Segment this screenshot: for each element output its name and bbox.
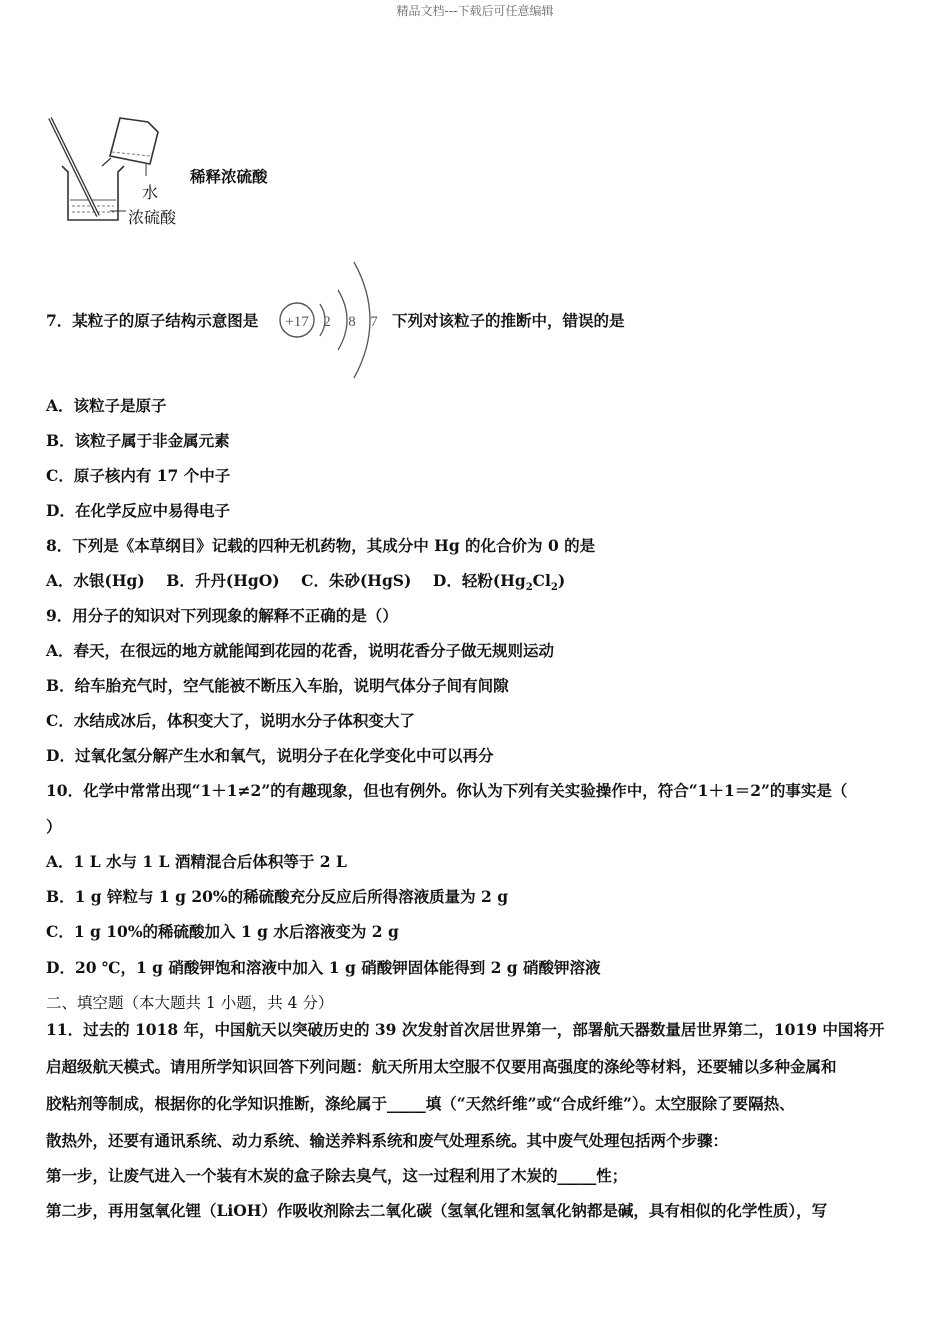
q11-line-1: 11．过去的 1018 年，中国航天以突破历史的 39 次发射首次居世界第一，部署航天器数量居世界第二，1019 中国将开: [46, 1020, 885, 1039]
shell-1-count: 2: [323, 314, 331, 330]
q11-line-2: 启超级航天模式。请用所学知识回答下列问题：航天所用太空服不仅要用高强度的涤纶等材料，还要辅以多种金属和: [46, 1057, 837, 1076]
q8-stem: 8．下列是《本草纲目》记载的四种无机药物，其成分中 Hg 的化合价为 0 的是: [46, 536, 596, 555]
q10-option-a: A．1 L 水与 1 L 酒精混合后体积等于 2 L: [46, 852, 347, 871]
shell-3-count: 7: [370, 314, 378, 330]
q7-option-c: C．原子核内有 17 个中子: [46, 466, 231, 485]
q7-prefix: 7．某粒子的原子结构示意图是: [46, 311, 259, 330]
q8-option-c: C．朱砂(HgS): [301, 571, 412, 590]
q10-stem-line1: 10．化学中常常出现“1＋1≠2”的有趣现象，但也有例外。你认为下列有关实验操作中，符合“1＋1＝2”的事实是（: [46, 781, 848, 800]
q9-option-b: B．给车胎充气时，空气能被不断压入车胎，说明气体分子间有间隙: [46, 676, 509, 695]
atom-structure-diagram: [276, 260, 386, 380]
q9-option-d: D．过氧化氢分解产生水和氧气，说明分子在化学变化中可以再分: [46, 746, 494, 765]
q10-option-d: D．20 ℃，1 g 硝酸钾饱和溶液中加入 1 g 硝酸钾固体能得到 2 g 硝酸钾溶液: [46, 958, 601, 977]
q7-option-d: D．在化学反应中易得电子: [46, 501, 230, 520]
q11-line-3: 胶粘剂等制成，根据你的化学知识推断，涤纶属于_____填（“天然纤维”或“合成纤维”）。太空服除了要隔热、: [46, 1094, 795, 1113]
q9-option-a: A．春天，在很远的地方就能闻到花园的花香，说明花香分子做无规则运动: [46, 641, 555, 660]
label-concentrated-acid: 浓硫酸: [128, 208, 177, 227]
q9-stem: 9．用分子的知识对下列现象的解释不正确的是（）: [46, 606, 398, 625]
section-2-heading: 二、填空题（本大题共 1 小题，共 4 分）: [46, 994, 334, 1012]
q8-options: [46, 571, 565, 598]
shell-2-count: 8: [348, 314, 356, 330]
q10-stem-line2: ）: [46, 817, 62, 836]
page-header: 精品文档---下载后可任意编辑: [396, 4, 554, 18]
q8-option-d: D．轻粉$(Hg_2Cl_2)$: [432, 571, 566, 594]
figure-caption: 稀释浓硫酸: [190, 167, 268, 186]
q11-line-4: 散热外，还要有通讯系统、动力系统、输送养料系统和废气处理系统。其中废气处理包括两个步骤：: [46, 1131, 729, 1150]
q11-line-5: 第一步，让废气进入一个装有木炭的盒子除去臭气，这一过程利用了木炭的_____性；: [46, 1166, 628, 1185]
q8-option-b: B．升丹(HgO): [166, 571, 280, 590]
q7-stem: [46, 311, 258, 331]
q8-option-a: A．水银(Hg): [46, 571, 145, 590]
q9-option-c: C．水结成冰后，体积变大了，说明水分子体积变大了: [46, 711, 415, 730]
q11-line-6: 第二步，再用氢氧化锂（LiOH）作吸收剂除去二氧化碳（氢氧化锂和氢氧化钠都是碱，具有相似的化学性质），写: [46, 1201, 828, 1220]
q7-option-b: B．该粒子属于非金属元素: [46, 431, 230, 450]
q7-option-a: A．该粒子是原子: [46, 396, 167, 415]
atom-nucleus-label: +17: [285, 314, 309, 330]
q10-option-b: B．1 g 锌粒与 1 g 20%的稀硫酸充分反应后所得溶液质量为 2 g: [46, 887, 509, 906]
q10-option-c: C．1 g 10%的稀硫酸加入 1 g 水后溶液变为 2 g: [46, 922, 399, 941]
q7-suffix: 下列对该粒子的推断中，错误的是: [392, 311, 625, 330]
label-water: 水: [142, 183, 159, 202]
